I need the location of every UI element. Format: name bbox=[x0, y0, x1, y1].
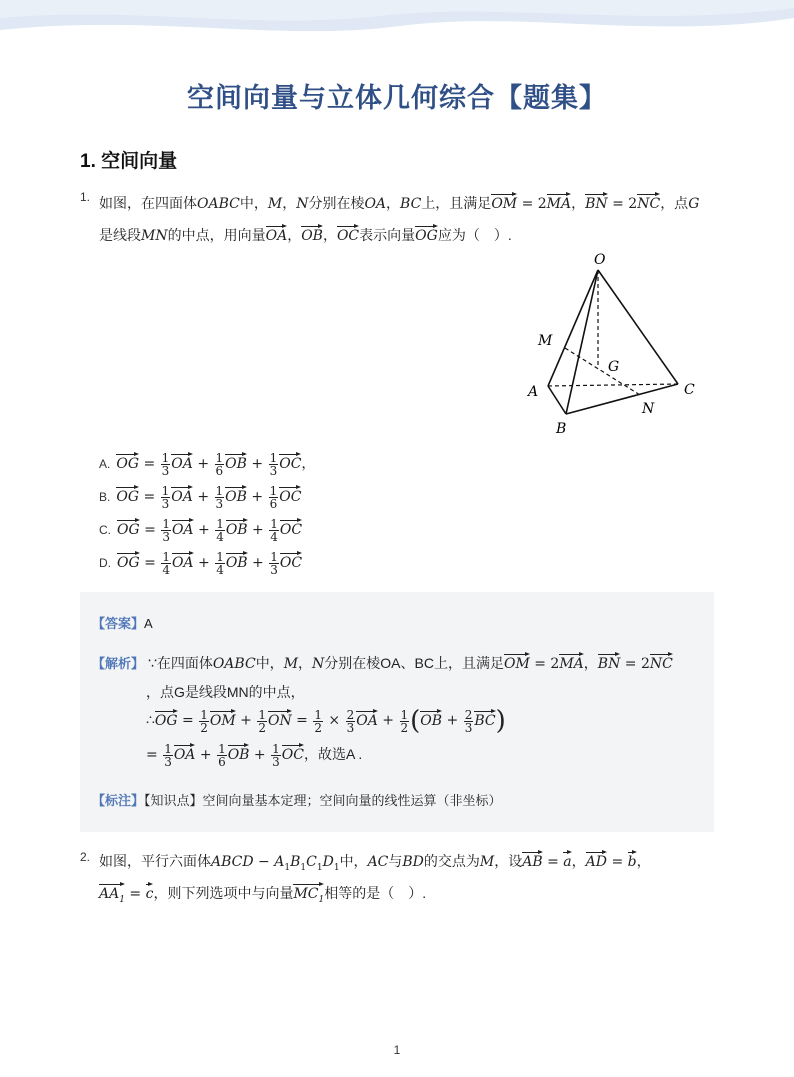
page-title: 空间向量与立体几何综合【题集】 bbox=[187, 83, 607, 113]
question-2-line-1: 如图，平行六面体ABCD − $A_1B_1C_1D_1$中，AC与BD的交点为M，设AB = a，AD = b， bbox=[99, 850, 651, 873]
question-number: 2. bbox=[80, 850, 91, 864]
answer-line: 【答案】A bbox=[92, 616, 153, 631]
note-tag: 【标注】 bbox=[92, 793, 145, 808]
note-line: 【标注】【知识点】空间向量基本定理；空间向量的线性运算（非坐标） bbox=[92, 793, 502, 808]
analysis-line-3: ∴OG = $\frac{1}{2}$ OM + $\frac{1}{2}$ ON = $\frac{1}{2}$ × $\frac{2}{3}$ OA + $\frac{1}{2}$ (OB + $\frac{2}{3}$ BC) bbox=[146, 706, 506, 736]
option-d[interactable]: D. OG = $\frac{1}{4}$ OA + $\frac{1}{4}$ OB + $\frac{1}{3}$ OC bbox=[99, 550, 303, 577]
option-b[interactable]: B. OG = $\frac{1}{3}$ OA + $\frac{1}{3}$ OB + $\frac{1}{6}$ OC bbox=[99, 484, 302, 511]
label-N: N bbox=[642, 401, 655, 417]
header-wave-decoration bbox=[0, 0, 794, 60]
page-number: 1 bbox=[393, 1043, 401, 1057]
option-c[interactable]: C. OG = $\frac{1}{3}$ OA + $\frac{1}{4}$ OB + $\frac{1}{4}$ OC bbox=[99, 517, 303, 544]
answer-tag: 【答案】 bbox=[92, 616, 145, 631]
question-1-line-1: 如图，在四面体OABC中，M，N分别在棱OA，BC上，且满足OM = 2MA，BN = 2NC，点G bbox=[99, 192, 699, 213]
question-2-line-2: $AA_1 = c$，则下列选项中与向量$MC_1$相等的是（ ）. bbox=[99, 882, 426, 905]
question-1-line-2: 是线段MN的中点，用向量OA，OB，OC表示向量OG应为（ ）. bbox=[99, 224, 512, 245]
label-B: B bbox=[556, 421, 567, 437]
analysis-tag: 【解析】 bbox=[92, 656, 145, 671]
analysis-line-2: ，点G是线段MN的中点， bbox=[146, 684, 305, 700]
analysis-line-4: = $\frac{1}{3}$ OA + $\frac{1}{6}$ OB + $\frac{1}{3}$ OC，故选A . bbox=[146, 742, 363, 769]
label-A: A bbox=[528, 384, 539, 400]
label-O: O bbox=[594, 252, 606, 268]
option-a[interactable]: A. OG = $\frac{1}{3}$ OA + $\frac{1}{6}$ OB + $\frac{1}{3}$ OC， bbox=[99, 451, 316, 478]
label-C: C bbox=[684, 382, 695, 398]
section-heading: 1. 空间向量 bbox=[80, 151, 178, 172]
label-M: M bbox=[538, 333, 553, 349]
label-G: G bbox=[608, 359, 620, 375]
analysis-line-1: 【解析】 ∵在四面体OABC中，M，N分别在棱OA、BC上，且满足OM = 2MA，BN = 2NC bbox=[92, 652, 673, 673]
question-number: 1. bbox=[80, 190, 91, 204]
tetrahedron-figure bbox=[520, 248, 710, 438]
